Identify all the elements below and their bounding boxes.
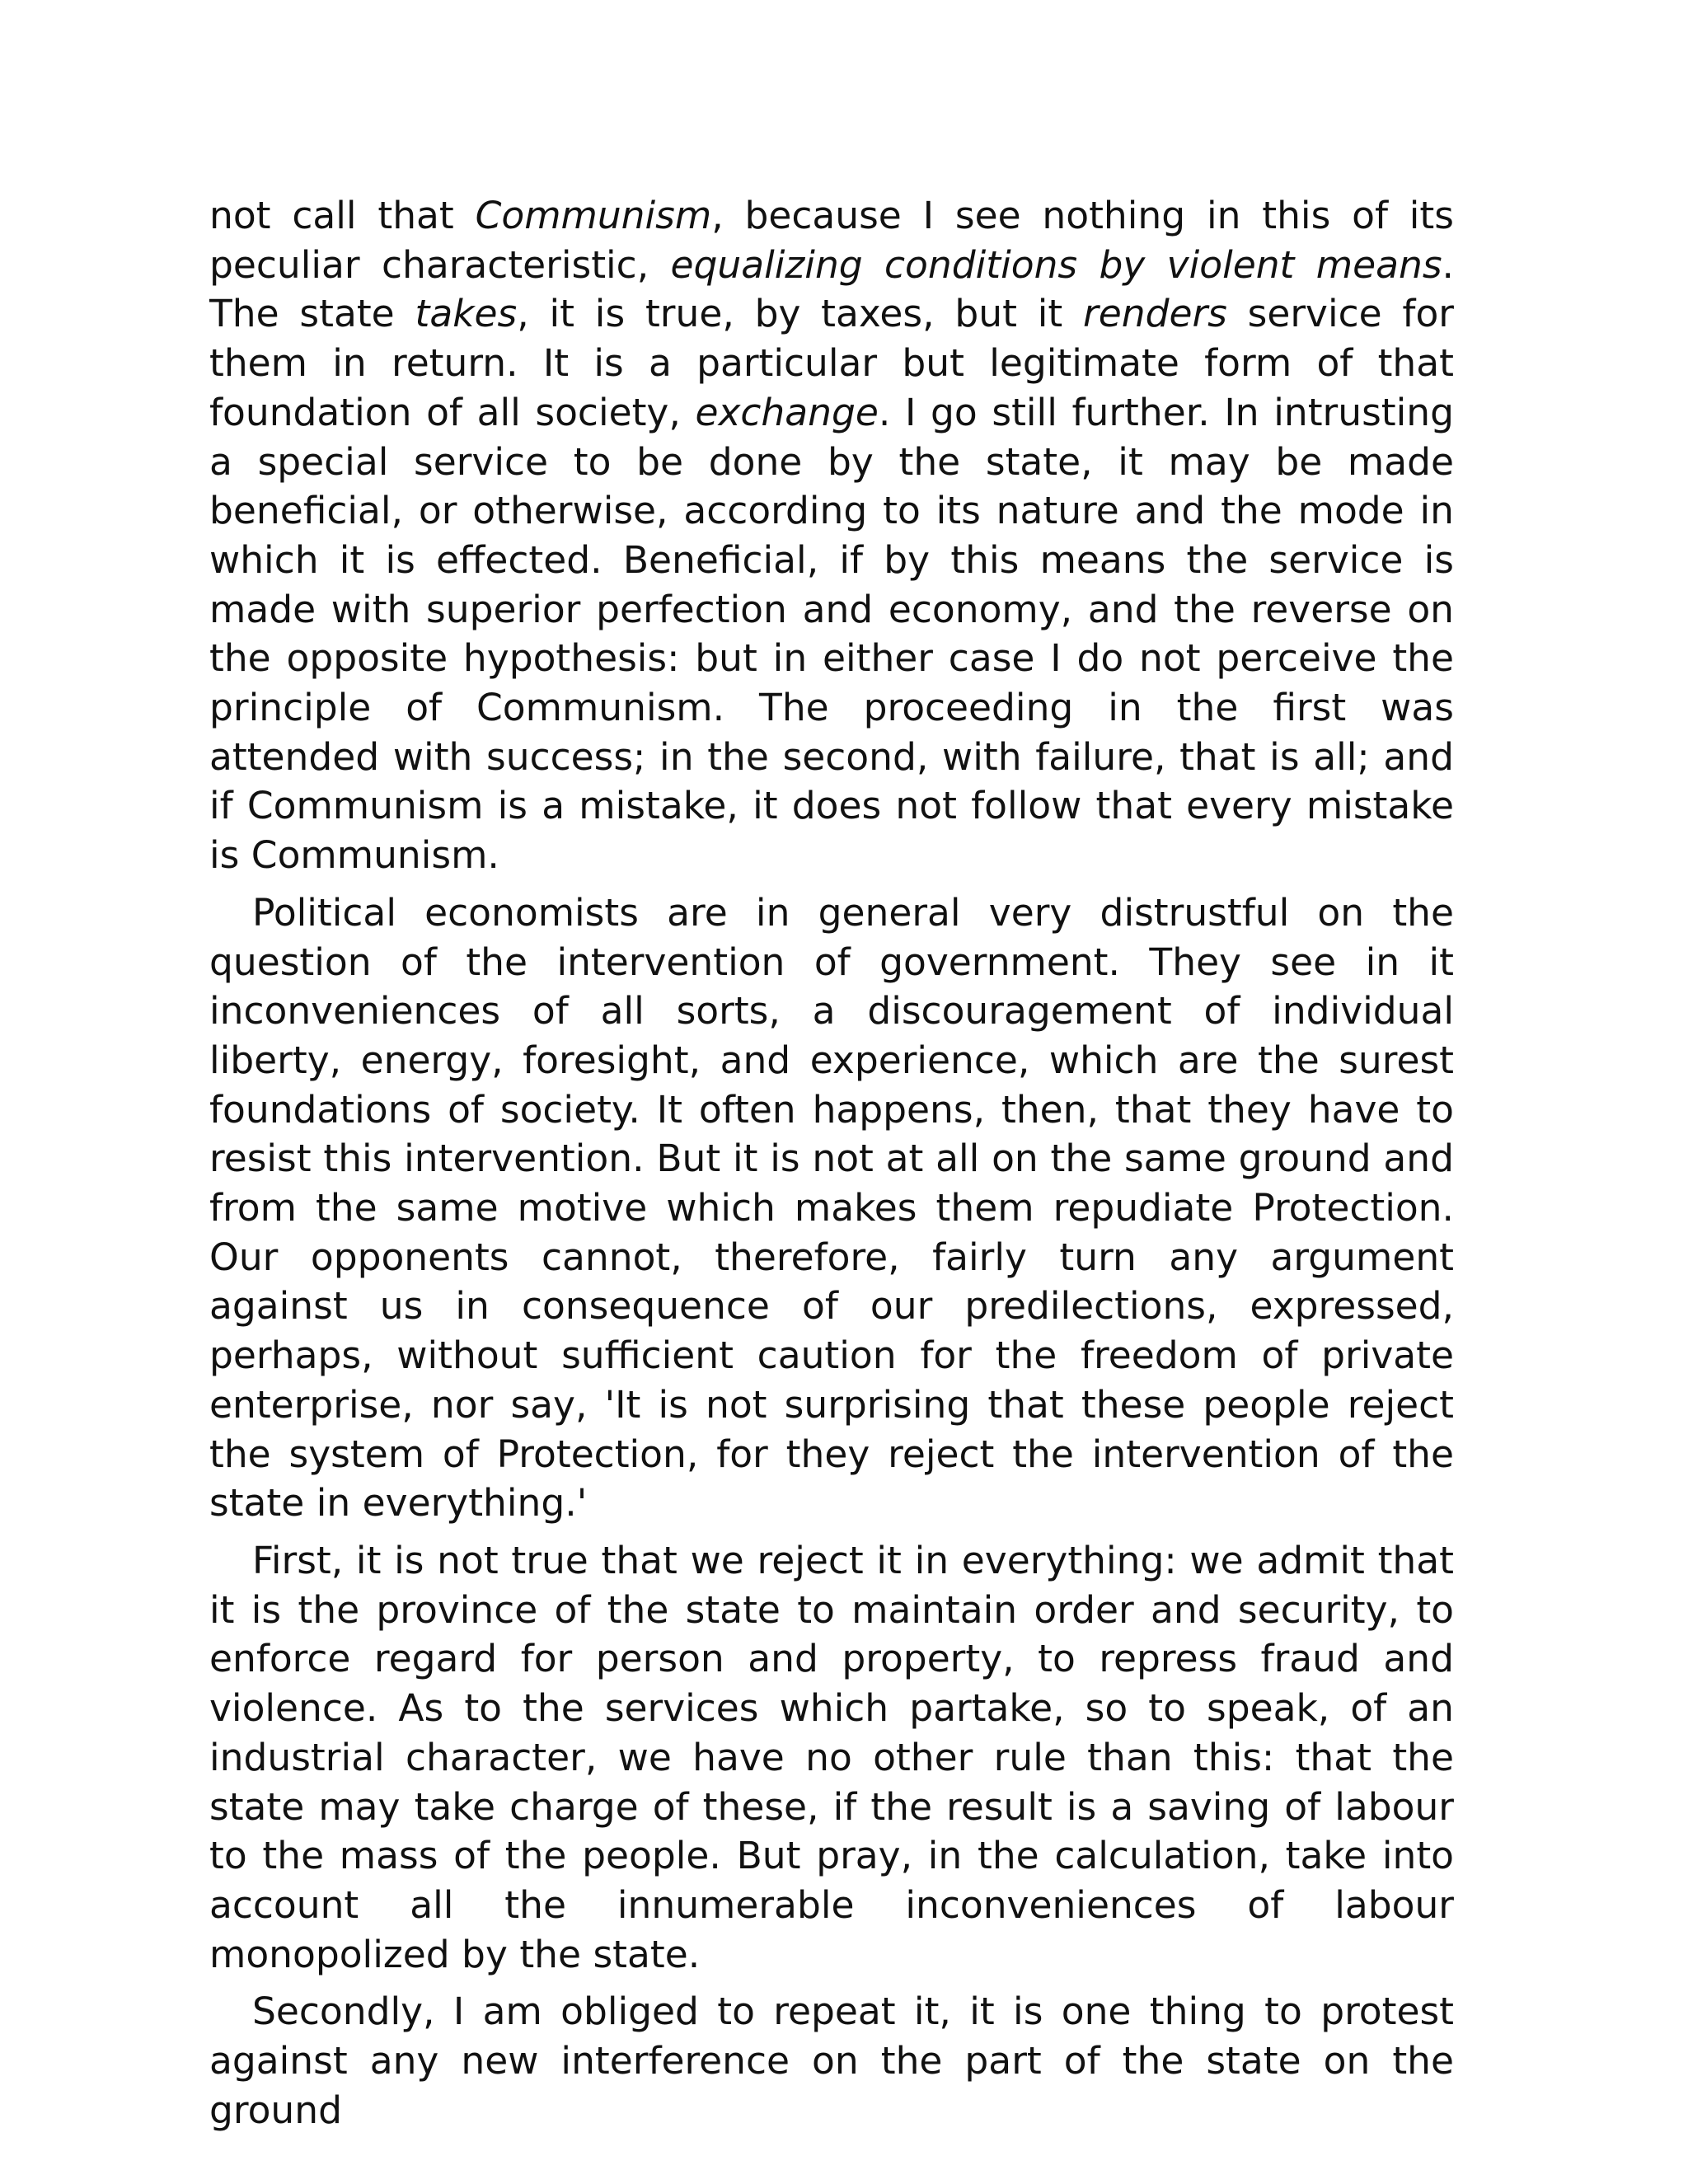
text-run: Secondly, I am obliged to repeat it, it is one thing to protest against any new interference on the part of the state on the ground <box>209 1990 1454 2132</box>
italic-run: Communism <box>475 194 712 237</box>
text-run: , because I see nothing in this of its peculiar characteristic, <box>209 194 1454 287</box>
italic-run: equalizing conditions by violent means <box>670 242 1442 287</box>
paragraph-2 <box>209 888 1454 1528</box>
italic-run: exchange <box>695 390 879 434</box>
text-run: . The state <box>209 242 1454 336</box>
text-run: First, it is not true that we reject it in everything: we admit that it is the province of the state to maintain order and security, to enforce regard for person and property, to repress fraud and violence. As to the services which partake, so to speak, of an industrial character, we have no other rule than this: that the state may take charge of these, if the result is a saving of labour to the mass of the people. But pray, in the calculation, take into account all the innumerable inconveniences of labour monopolized by the state. <box>209 1538 1454 1976</box>
text-run: Political economists are in general very distrustful on the question of the intervention of government. They see in it inconveniences of all sorts, a discouragement of individual liberty, energy, foresight, and experience, which are the surest foundations of society. It often happens, then, that they have to resist this intervention. But it is not at all on the same ground and from the same motive which makes them repudiate Protection. Our opponents cannot, therefore, fairly turn any argument against us in consequence of our predilections, expressed, perhaps, without sufficient caution for the freedom of private enterprise, nor say, 'It is not surprising that these people reject the system of Protection, for they reject the intervention of the state in everything.' <box>209 890 1454 1526</box>
text-run: . I go still further. In intrusting a special service to be done by the state, it may be made beneficial, or otherwise, according to its nature and the mode in which it is effected. Beneficial, if by this means the service is made with superior perfection and economy, and the reverse on the opposite hypothesis: but in either case I do not perceive the principle of Communism. The proceeding in the first was attended with success; in the second, with failure, that is all; and if Communism is a mistake, it does not follow that every mistake is Communism. <box>209 390 1455 878</box>
text-run: , it is true, by taxes, but it <box>517 292 1084 336</box>
document-page <box>209 191 1454 2143</box>
text-run: not call that <box>209 194 476 237</box>
paragraph-1 <box>209 191 1454 880</box>
italic-run: renders <box>1083 292 1227 336</box>
paragraph-4 <box>209 1987 1454 2135</box>
italic-run: takes <box>415 292 518 336</box>
text-run: service for them in return. It is a particular but legitimate form of that foundation of all society, <box>209 292 1454 434</box>
paragraph-3 <box>209 1536 1454 1979</box>
